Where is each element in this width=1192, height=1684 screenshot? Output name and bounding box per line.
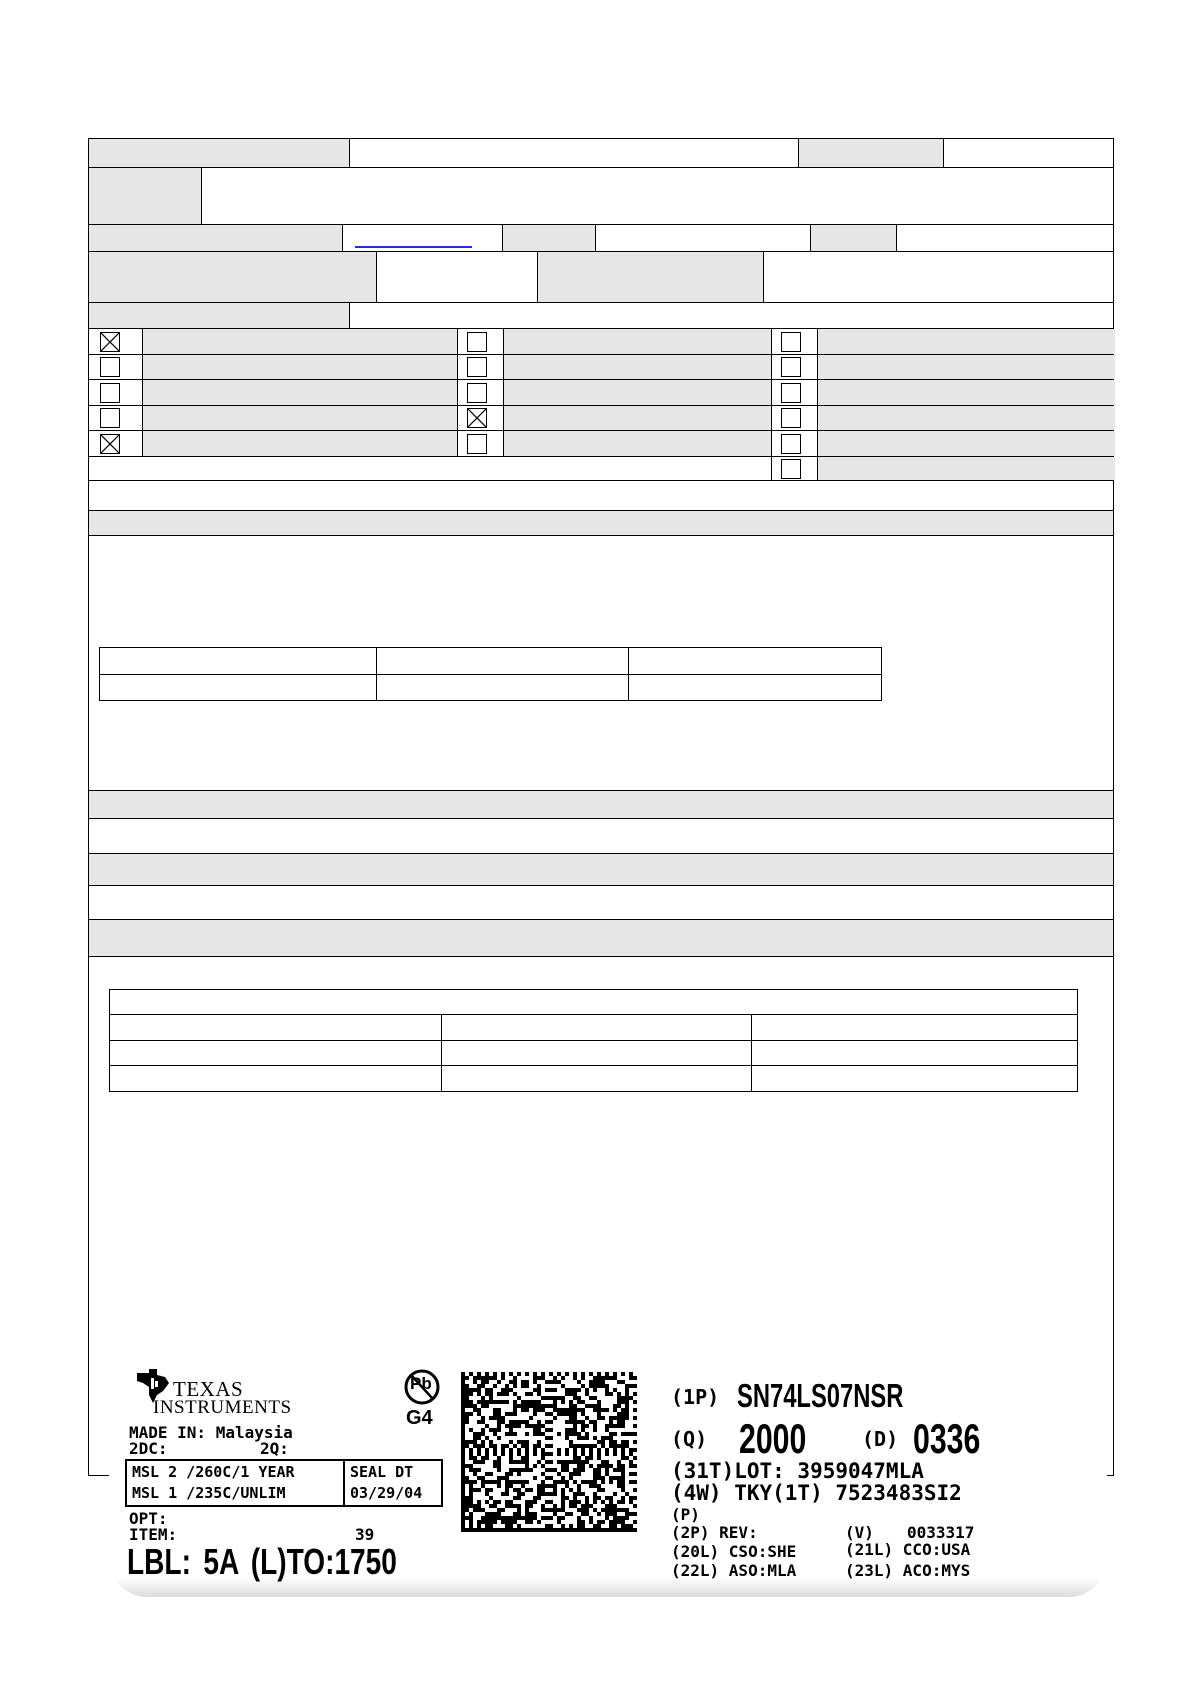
- reason-section-header: [89, 791, 1113, 819]
- checkbox-row-4: [89, 406, 1113, 431]
- subject-label-cell: [89, 168, 202, 224]
- fax-value-cell[interactable]: [897, 225, 1115, 251]
- checkbox-checked[interactable]: [467, 408, 487, 428]
- checkbox-checked[interactable]: [100, 434, 120, 454]
- two-q: 2Q:: [260, 1439, 289, 1458]
- cb-label-cell: [504, 329, 772, 354]
- p1-tag: (1P): [671, 1385, 720, 1409]
- fax-label-cell: [811, 225, 897, 251]
- table-header-cell: [110, 990, 1078, 1015]
- d-tag: (D): [862, 1427, 899, 1451]
- aco-line: (23L) ACO:MYS: [845, 1561, 971, 1580]
- change-type-value-cell[interactable]: [350, 303, 1115, 328]
- cb-label-cell: [143, 406, 458, 430]
- cso-line: (20L) CSO:SHE: [671, 1542, 797, 1561]
- msl-line-2: MSL 1 /235C/UNLIM: [132, 1484, 286, 1502]
- cb-label-cell: [818, 355, 1115, 379]
- header-value-cell-2[interactable]: [944, 139, 1115, 167]
- v-value: 0033317: [907, 1523, 975, 1542]
- seal-dt-value: 03/29/04: [350, 1484, 423, 1502]
- table-cell: [441, 1066, 752, 1092]
- change-type-label-cell: [89, 303, 350, 328]
- table-cell: [629, 648, 882, 675]
- cb-label-cell: [818, 457, 1115, 480]
- brand-line-2: INSTRUMENTS: [153, 1397, 292, 1418]
- identification-section-header: [89, 920, 1113, 957]
- cb-label-cell: [143, 329, 458, 354]
- checkbox[interactable]: [100, 383, 120, 403]
- table-cell: [441, 1015, 752, 1041]
- reason-body: [89, 819, 1113, 854]
- cb-label-cell: [818, 406, 1115, 430]
- table-cell: [752, 1041, 1078, 1066]
- header-label-cell: [89, 139, 350, 167]
- checkbox[interactable]: [781, 332, 801, 352]
- checkbox[interactable]: [467, 383, 487, 403]
- table-cell: [752, 1066, 1078, 1092]
- lot-line: (31T)LOT: 3959047MLA: [671, 1459, 924, 1483]
- dates-row: [89, 252, 1113, 303]
- table-cell: [376, 675, 629, 701]
- contact-link[interactable]: [355, 246, 472, 248]
- table-cell: [376, 648, 629, 675]
- item-label: ITEM:: [129, 1525, 178, 1544]
- description-section-header: [89, 511, 1113, 536]
- header-row: [89, 139, 1113, 168]
- checkbox-row-6: [89, 457, 1113, 481]
- contact-label-cell: [89, 225, 343, 251]
- subject-row: [89, 168, 1113, 225]
- description-body: [89, 536, 1113, 791]
- checkbox-row-2: [89, 355, 1113, 380]
- opt-label: OPT:: [129, 1509, 168, 1528]
- date-label-cell: [89, 252, 377, 302]
- lbl-line: LBL: 5A (L)TO:1750: [127, 1541, 397, 1582]
- item-value: 39: [355, 1525, 375, 1544]
- checkbox[interactable]: [781, 408, 801, 428]
- cco-line: (21L) CCO:USA: [845, 1540, 971, 1559]
- date-label-cell-2: [538, 252, 764, 302]
- aso-line: (22L) ASO:MLA: [671, 1561, 797, 1580]
- seal-dt-label: SEAL DT: [350, 1463, 414, 1481]
- table-cell: [752, 1015, 1078, 1041]
- checkbox[interactable]: [781, 357, 801, 377]
- q-tag: (Q): [671, 1427, 708, 1451]
- checkbox-checked[interactable]: [100, 332, 120, 352]
- checkbox[interactable]: [467, 434, 487, 454]
- table-cell: [629, 675, 882, 701]
- rev-line: (2P) REV:: [671, 1523, 758, 1542]
- table-cell: [100, 675, 377, 701]
- date-value-cell-2[interactable]: [764, 252, 1115, 302]
- phone-label-cell: [503, 225, 596, 251]
- checkbox[interactable]: [467, 357, 487, 377]
- description-table: [99, 647, 882, 701]
- checkbox[interactable]: [781, 434, 801, 454]
- cb-label-cell: [143, 431, 458, 456]
- brand-line-1: TEXAS: [173, 1377, 244, 1401]
- phone-value-cell[interactable]: [596, 225, 811, 251]
- impact-section-header: [89, 854, 1113, 886]
- impact-body: [89, 886, 1113, 920]
- part-number: SN74LS07NSR: [737, 1377, 904, 1414]
- v-tag: (V): [845, 1523, 874, 1542]
- checkbox[interactable]: [467, 332, 487, 352]
- cb-label-cell: [143, 380, 458, 405]
- subject-value-cell[interactable]: [202, 168, 1115, 224]
- cb-label-cell: [504, 431, 772, 456]
- product-table: [109, 989, 1078, 1092]
- change-notification-form: [88, 138, 1114, 1582]
- table-cell: [110, 1015, 442, 1041]
- table-cell: [110, 1041, 442, 1066]
- change-type-row: [89, 303, 1113, 329]
- date-value-cell[interactable]: [377, 252, 538, 302]
- cb-label-cell: [504, 380, 772, 405]
- header-label-cell-2: [799, 139, 944, 167]
- cb-label-cell: [504, 406, 772, 430]
- checkbox[interactable]: [781, 383, 801, 403]
- quantity-value: 2000: [739, 1415, 807, 1462]
- msl-divider: [343, 1461, 345, 1505]
- cb-label-cell: [143, 355, 458, 379]
- made-in: MADE IN: Malaysia: [129, 1423, 293, 1442]
- msl-box: [125, 1459, 443, 1507]
- g4-text: G4: [406, 1407, 433, 1429]
- cb-label-cell: [818, 380, 1115, 405]
- checkbox-row-3: [89, 380, 1113, 406]
- cb-label-cell: [818, 431, 1115, 456]
- header-value-cell[interactable]: [350, 139, 799, 167]
- checkbox-row-1: [89, 329, 1113, 355]
- checkbox[interactable]: [781, 459, 801, 479]
- cb-blank-cell: [89, 457, 772, 480]
- checkbox[interactable]: [100, 408, 120, 428]
- checkbox-row-5: [89, 431, 1113, 457]
- tky-line: (4W) TKY(1T) 7523483SI2: [671, 1481, 962, 1505]
- date-code-value: 0336: [913, 1415, 981, 1462]
- msl-line-1: MSL 2 /260C/1 YEAR: [132, 1463, 295, 1481]
- table-cell: [100, 648, 377, 675]
- contact-link-cell[interactable]: [343, 225, 503, 251]
- cb-label-cell: [504, 355, 772, 379]
- checkbox[interactable]: [100, 357, 120, 377]
- pb-symbol-text: Pb: [410, 1374, 432, 1393]
- cb-label-cell: [818, 329, 1115, 354]
- p-tag: (P): [671, 1505, 700, 1524]
- contact-row: [89, 225, 1113, 252]
- table-cell: [110, 1066, 442, 1092]
- blank-row: [89, 481, 1113, 511]
- datamatrix-barcode: [461, 1369, 637, 1535]
- table-cell: [441, 1041, 752, 1066]
- product-label-image: [109, 1361, 1107, 1597]
- two-dc: 2DC:: [129, 1439, 168, 1458]
